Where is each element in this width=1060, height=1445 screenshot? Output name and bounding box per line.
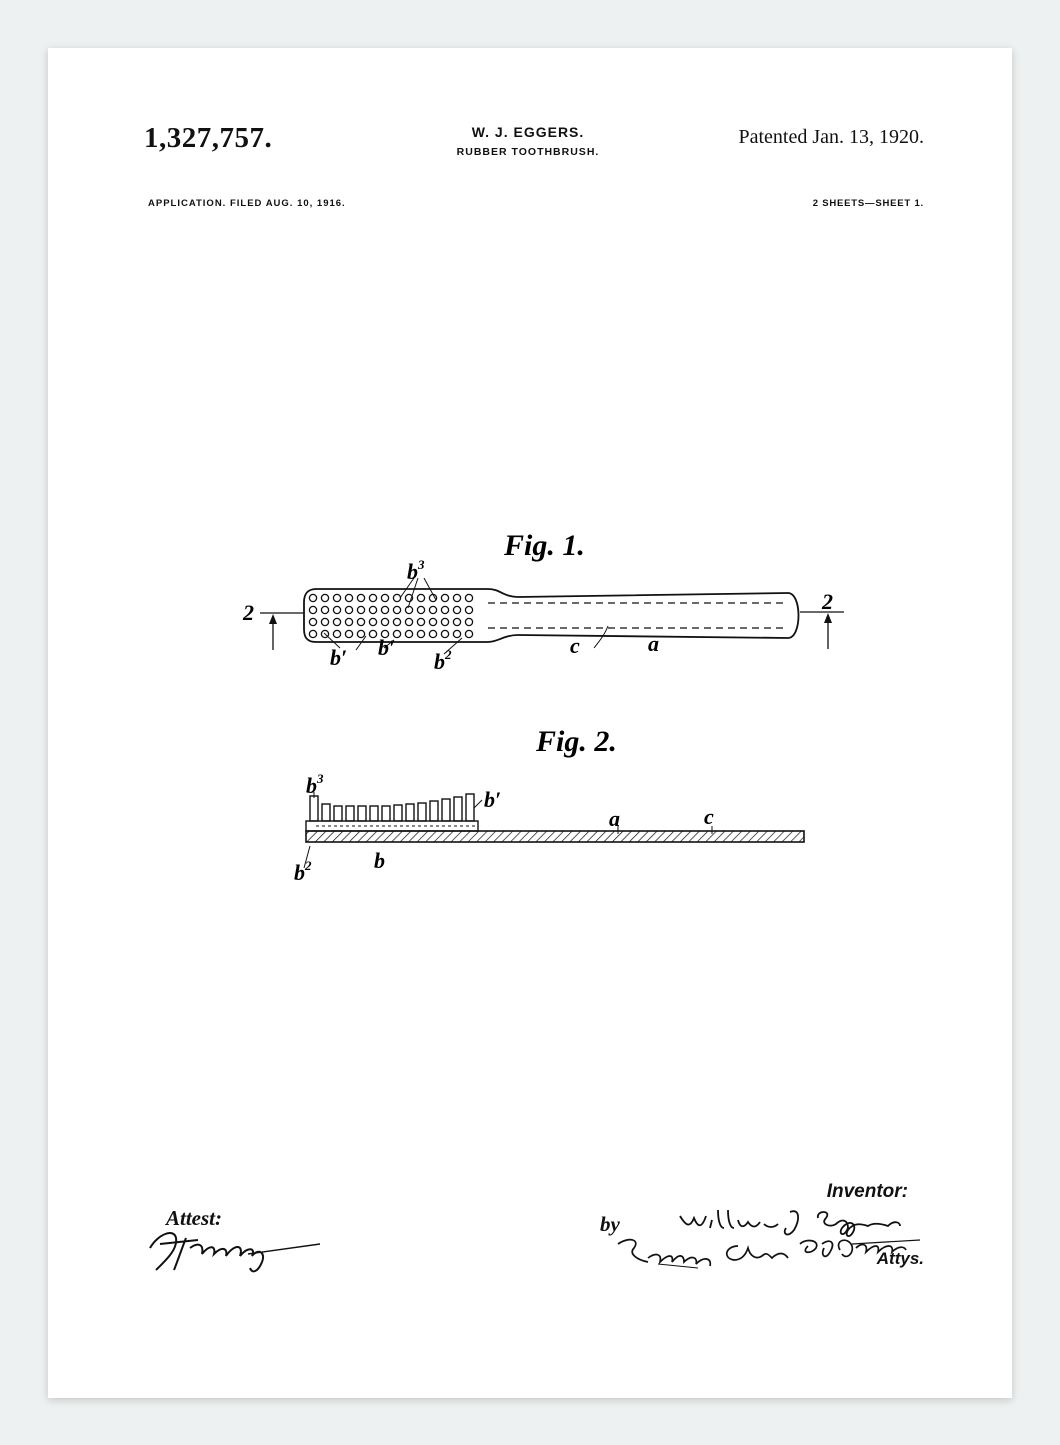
figure-1-title: Fig. 1. — [504, 529, 585, 562]
figure-2-leaders — [304, 792, 712, 868]
fig2-label-b2: $b^2$ — [294, 858, 312, 885]
section-line-right — [800, 612, 844, 649]
attest-label: Attest: — [166, 1206, 222, 1230]
attest-signature — [150, 1233, 320, 1271]
figure-2-title: Fig. 2. — [536, 725, 617, 758]
inventor-label: Inventor: — [826, 1181, 908, 1202]
sheet-count: 2 SHEETS—SHEET 1. — [812, 198, 924, 209]
fig1-label-a: a — [648, 631, 659, 656]
patent-sheet — [48, 48, 1012, 1398]
fig2-label-b3: $b^3$ — [306, 771, 324, 798]
section-label-right: 2 — [822, 589, 833, 614]
application-filed-date: APPLICATION. FILED AUG. 10, 1916. — [148, 198, 346, 209]
head-plate — [306, 821, 478, 831]
fig2-label-b: b — [374, 848, 385, 873]
fig1-label-b1: b′ — [330, 645, 348, 670]
patent-date: Patented Jan. 13, 1920. — [738, 126, 924, 148]
fig2-label-a: a — [609, 806, 620, 831]
fig1-label-b3: $b^3$ — [407, 557, 425, 584]
fig1-label-b2: $b^2$ — [434, 647, 452, 674]
attorneys-label: Attys. — [876, 1249, 924, 1268]
fig1-label-b: b′ — [378, 635, 396, 660]
bristle-grid — [309, 594, 472, 637]
attorneys-signature — [618, 1240, 920, 1268]
invention-title: RUBBER TOOTHBRUSH. — [456, 146, 600, 158]
fig2-label-b1: b′ — [484, 787, 502, 812]
handle-side-view — [306, 831, 804, 842]
inventor-name: W. J. EGGERS. — [471, 124, 585, 140]
by-label: by — [600, 1212, 620, 1236]
inventor-signature — [680, 1210, 900, 1236]
bristles-side-view — [310, 794, 474, 821]
fig1-label-c: c — [570, 633, 580, 658]
section-label-left: 2 — [243, 600, 254, 625]
fig2-label-c: c — [704, 804, 714, 829]
patent-number: 1,327,757. — [144, 122, 273, 154]
section-line-left — [260, 613, 304, 650]
